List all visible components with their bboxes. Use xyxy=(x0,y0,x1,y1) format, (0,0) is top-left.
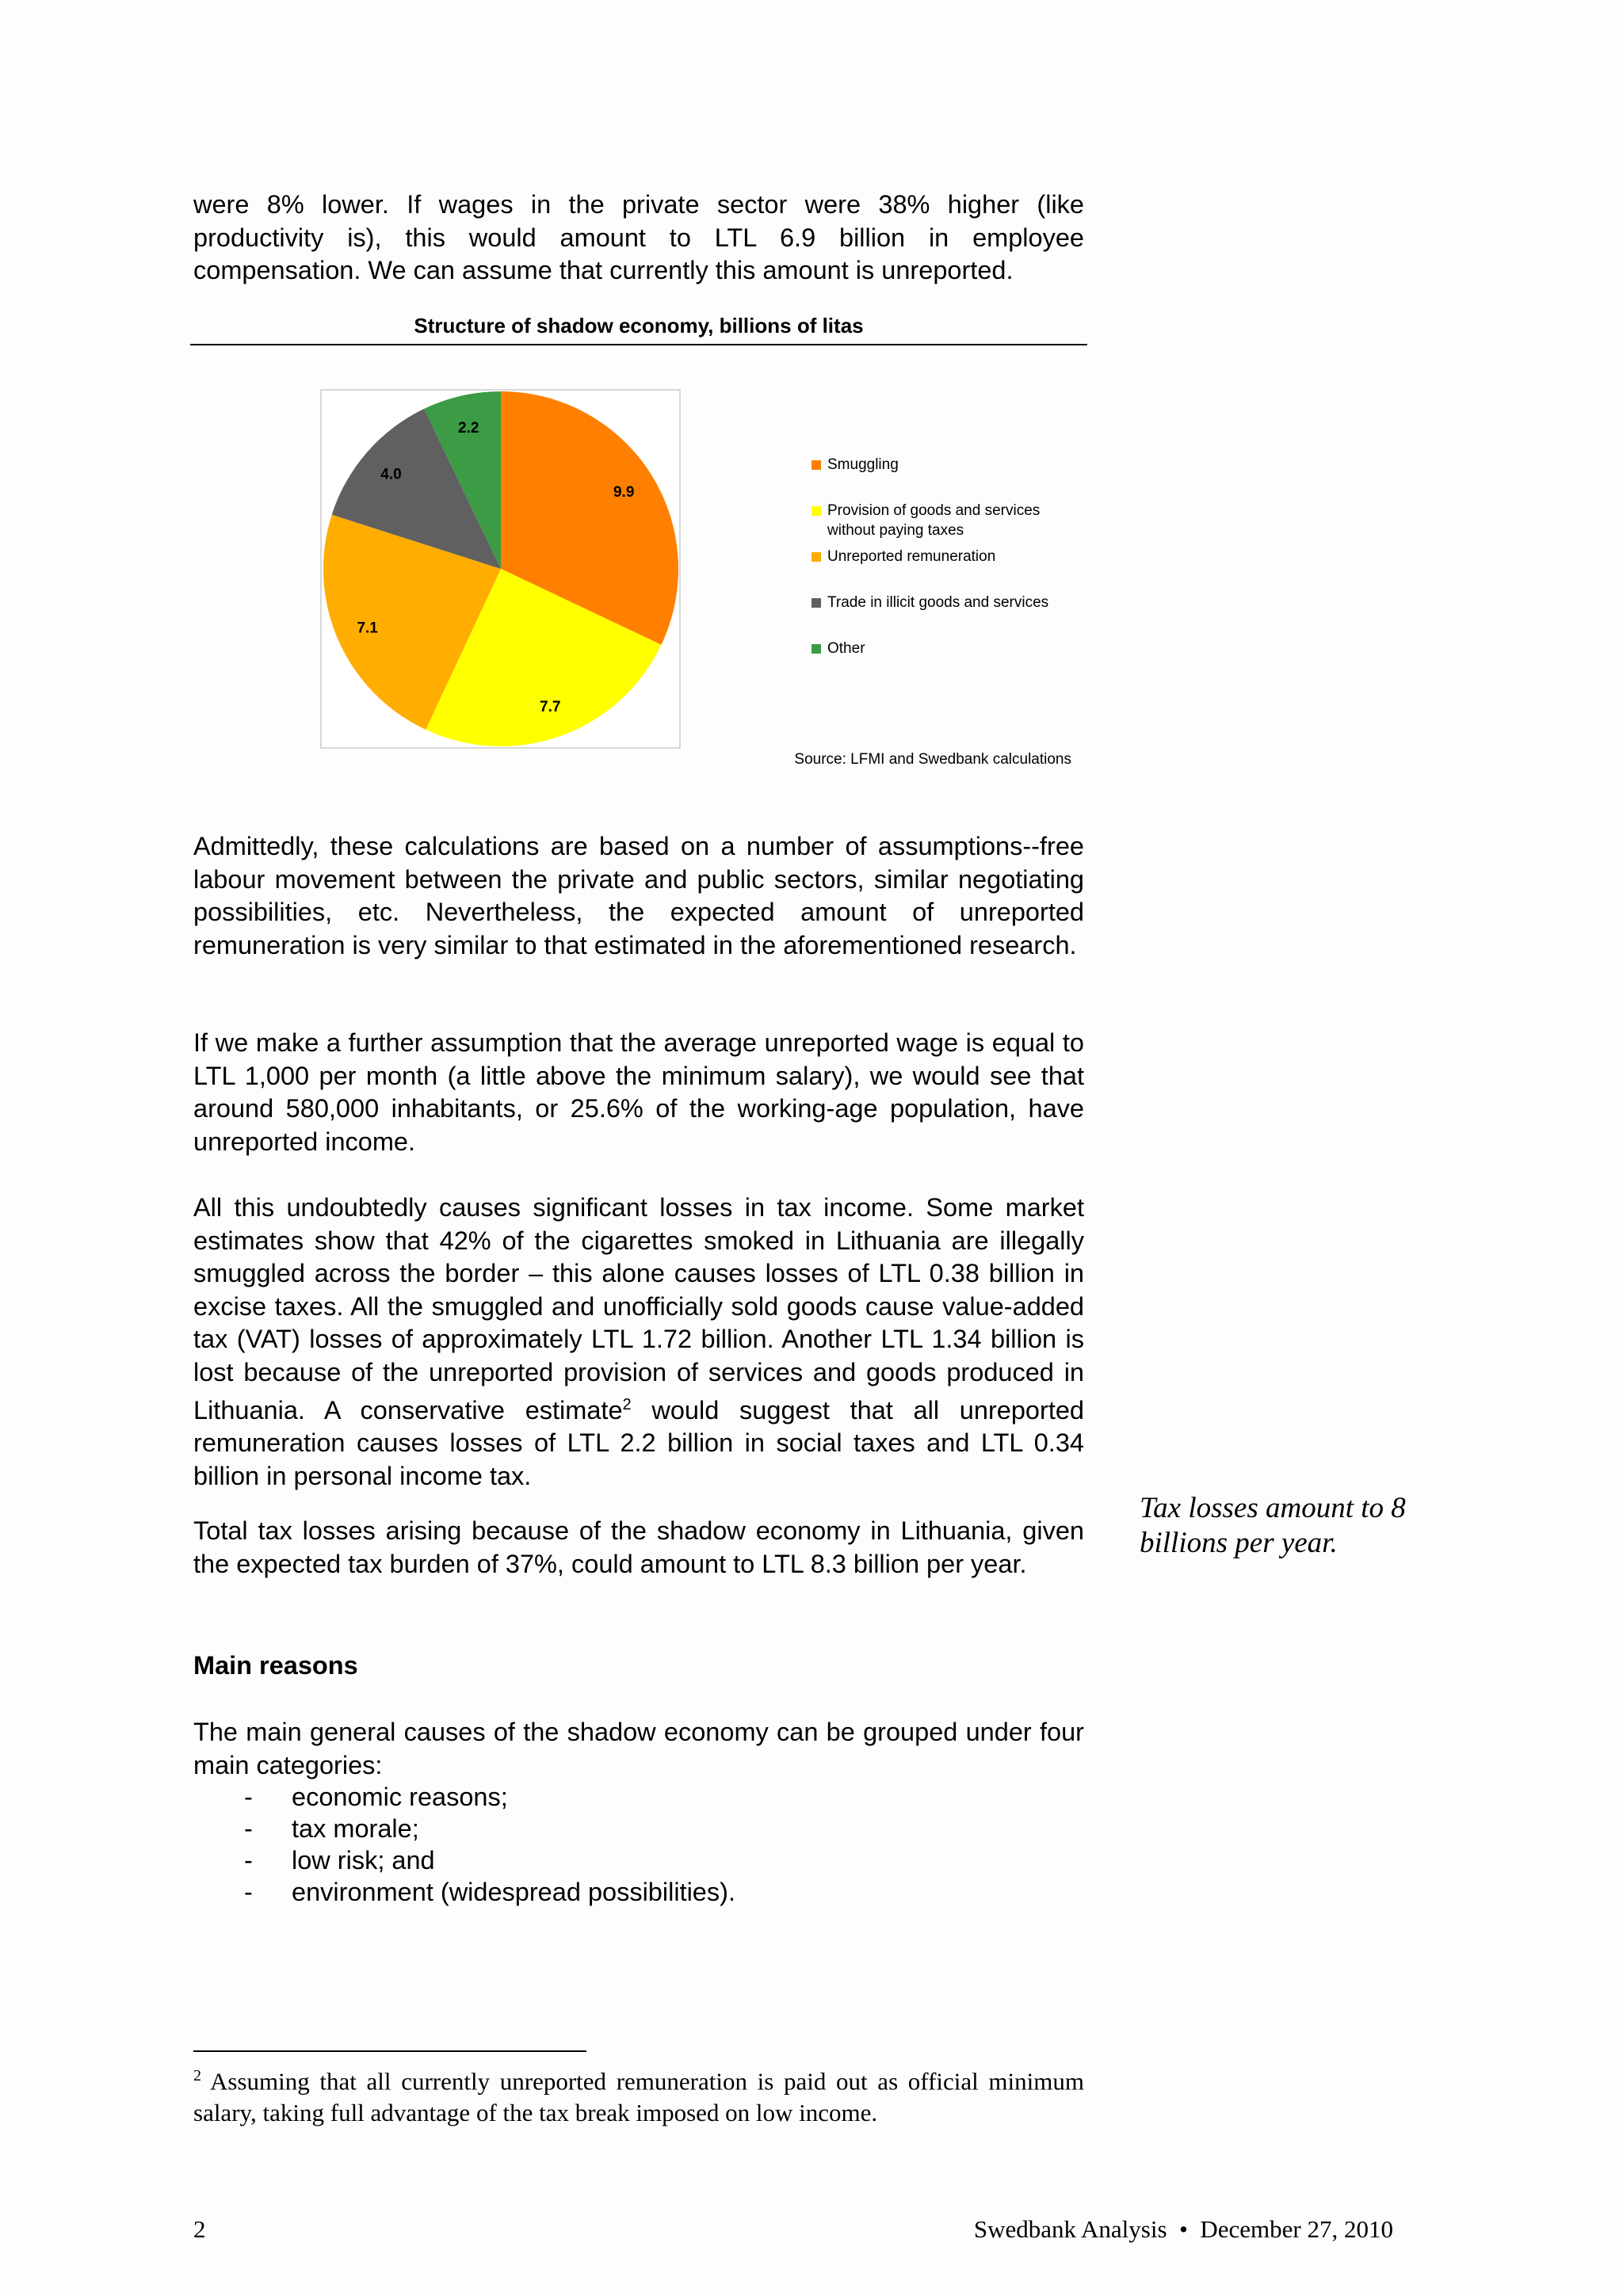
list-item xyxy=(193,1781,735,1813)
list-item-text: economic reasons; xyxy=(292,1783,508,1811)
list-item xyxy=(193,1813,735,1844)
legend-label: Smuggling xyxy=(827,456,899,473)
legend-swatch xyxy=(812,644,821,654)
data-label: 4.0 xyxy=(380,466,402,483)
reasons-intro: The main general causes of the shadow economy can be grouped under four main categories: xyxy=(193,1718,1084,1779)
data-label: 7.7 xyxy=(540,698,561,715)
page-number: 2 xyxy=(193,2215,206,2243)
footer-date: December 27, 2010 xyxy=(1200,2215,1393,2243)
legend-label: Trade in illicit goods and services xyxy=(827,594,1049,611)
list-dash: - xyxy=(244,1878,253,1906)
footnote-text: Assuming that all currently unreported remuneration is paid out as official minimum salary, taking full advantage of the tax break imposed on low income. xyxy=(193,2067,1084,2127)
footer-publication-info xyxy=(974,2215,1393,2244)
legend-label: Provision of goods and services xyxy=(827,502,1041,519)
list-item-text: low risk; and xyxy=(292,1846,435,1875)
pie-chart xyxy=(0,0,1623,792)
footnote-reference[interactable]: 2 xyxy=(622,1396,632,1413)
legend-label: without paying taxes xyxy=(827,522,964,539)
legend-label: Other xyxy=(827,640,865,657)
data-label: 7.1 xyxy=(357,620,378,637)
data-label: 9.9 xyxy=(613,483,635,501)
legend-swatch xyxy=(812,552,821,562)
tax-text-part1: All this undoubtedly causes significant losses in tax income. Some market estimates show that 42% of the cigarettes smoked in Lithuania are illegally smuggled across the border – this alone causes losses of LTL 0.38 billion in excise taxes. All the smuggled and unofficially sold goods cause value-added tax (VAT) losses of approximately LTL 1.72 billion. Another LTL 1.34 billion is lost because of the unreported provision of services and goods produced in Lithuania. A conservative estimate xyxy=(193,1193,1084,1425)
footnote xyxy=(193,2060,1084,2129)
legend-label: Unreported remuneration xyxy=(827,548,996,565)
section-heading: Main reasons xyxy=(193,1651,358,1680)
footer-publication: Swedbank Analysis xyxy=(973,2215,1167,2243)
chart-source: Source: LFMI and Swedbank calculations xyxy=(794,751,1071,768)
page-footer xyxy=(193,2215,1393,2244)
paragraph-assumptions: Admittedly, these calculations are based on a number of assumptions--free labour movement between the private and public sectors, similar negotiating possibilities, etc. Nevertheless, the expected amount of unreported remuneration is very similar to that estimated in the aforementioned research. xyxy=(193,832,1084,959)
list-item-text: tax morale; xyxy=(292,1814,419,1843)
footnote-number: 2 xyxy=(193,2067,201,2084)
list-dash: - xyxy=(244,1846,253,1875)
side-note: Tax losses amount to 8 billions per year. xyxy=(1140,1492,1406,1559)
data-label: 2.2 xyxy=(458,419,479,437)
chart-title: Structure of shadow economy, billions of litas xyxy=(190,314,1087,345)
legend-swatch xyxy=(812,598,821,608)
list-item xyxy=(193,1876,735,1908)
list-item-text: environment (widespread possibilities). xyxy=(292,1878,735,1906)
legend-swatch xyxy=(812,460,821,470)
list-dash: - xyxy=(244,1783,253,1811)
footnote-divider xyxy=(193,2050,586,2052)
legend-swatch xyxy=(812,506,821,516)
intro-paragraph: were 8% lower. If wages in the private sector were 38% higher (like productivity is), this would amount to LTL 6.9 billion in employee compensation. We can assume that currently this amount is unreported. xyxy=(193,190,1084,284)
paragraph-unreported-wage: If we make a further assumption that the average unreported wage is equal to LTL 1,000 per month (a little above the minimum salary), we would see that around 580,000 inhabitants, or 25.6% of the working-age population, have unreported income. xyxy=(193,1028,1084,1156)
footer-separator: • xyxy=(1179,2215,1188,2243)
list-item xyxy=(193,1844,735,1876)
list-dash: - xyxy=(244,1814,253,1843)
reasons-list xyxy=(193,1781,735,1908)
paragraph-total-tax-losses: Total tax losses arising because of the shadow economy in Lithuania, given the expected tax burden of 37%, could amount to LTL 8.3 billion per year. xyxy=(193,1516,1084,1578)
paragraph-tax-losses xyxy=(193,1192,1084,1493)
tax-text-part2: would suggest that all unreported remuneration causes losses of LTL 2.2 billion in social taxes and LTL 0.34 billion in personal income tax. xyxy=(193,1395,1084,1490)
